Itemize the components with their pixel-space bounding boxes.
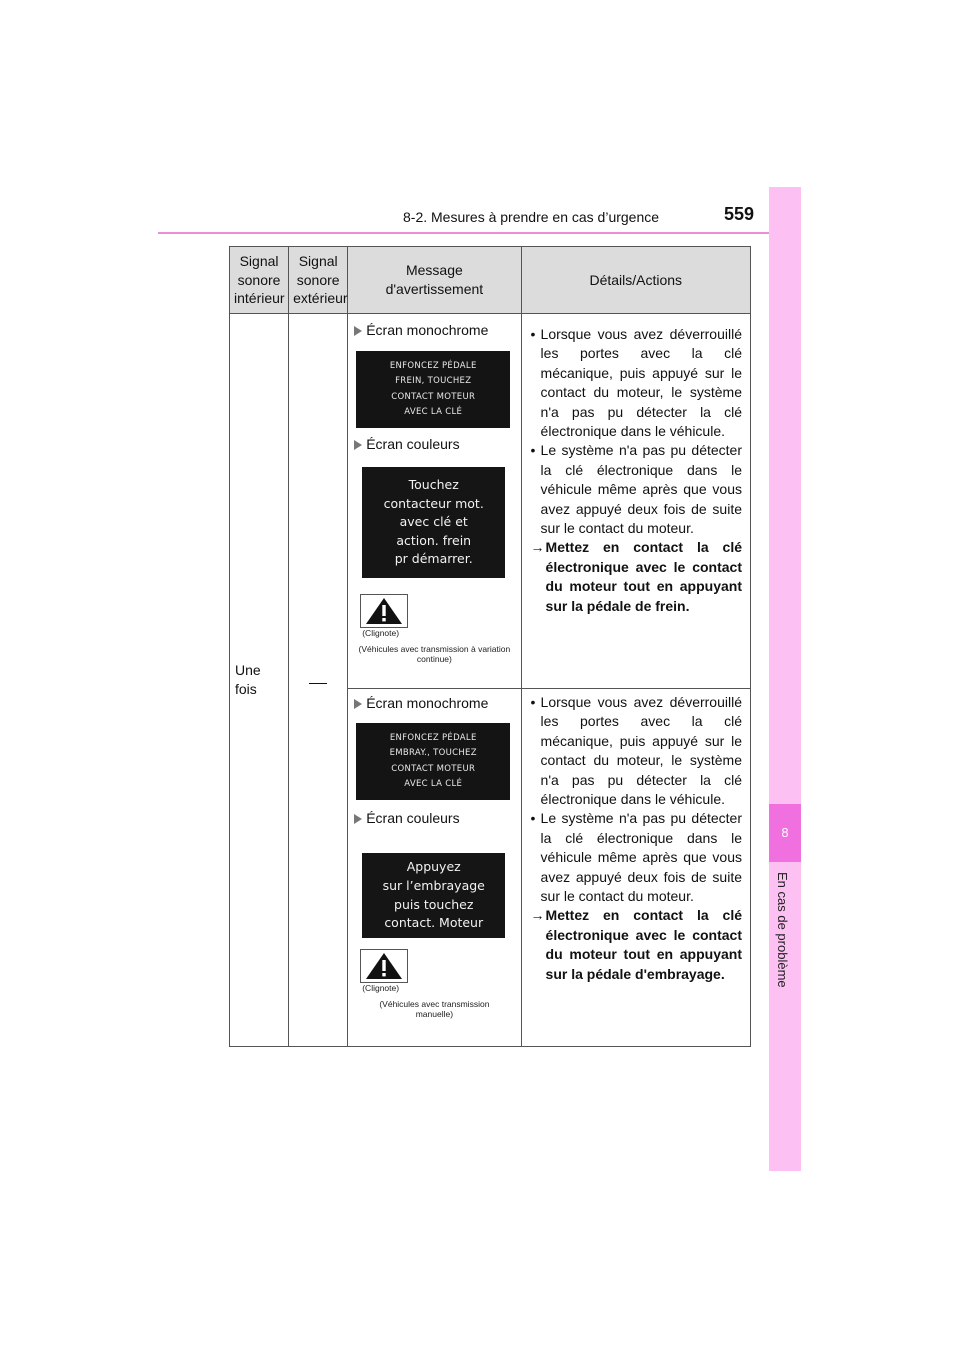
dash-mark	[309, 683, 327, 684]
blink-note: (Clignote)	[362, 983, 400, 993]
mono-display: ENFONCEZ PÉDALE EMBRAY., TOUCHEZ CONTACT MOTEUR AVEC LA CLÉ	[356, 723, 510, 800]
exterior-signal-cell	[289, 314, 348, 1047]
section-title: 8-2. Mesures à prendre en cas d’urgence	[403, 209, 660, 225]
details-cell	[521, 689, 750, 1047]
transmission-note: (Véhicules avec transmission manuelle)	[379, 999, 490, 1019]
header-rule	[158, 232, 800, 234]
table-header-row	[230, 247, 751, 314]
triangle-bullet-icon	[354, 326, 362, 336]
warning-triangle-icon	[360, 949, 408, 983]
message-cell	[348, 314, 521, 689]
detail-bullet: • Lorsque vous avez déverrouillé les portes avec la clé mécanique, puis appuyé sur le contact du moteur, le système n'a pas pu détecter la clé électronique dans le véhicule.	[530, 694, 742, 808]
warning-table	[229, 246, 751, 1047]
detail-bullet: • Le système n'a pas pu détecter la clé électronique dans le véhicule même après que vous avez appuyé deux fois de suite sur le contact du moteur.	[530, 442, 742, 537]
message-cell	[348, 689, 521, 1047]
action-instruction: → Mettez en contact la clé électronique avec le contact du moteur tout en appuyant sur la pédale d'embrayage.	[530, 907, 742, 982]
page-number: 559	[724, 204, 755, 224]
header-exterior-signal: Signal sonore extérieur	[289, 247, 348, 314]
interior-signal-cell: Une fois	[230, 314, 289, 1047]
chapter-label: En cas de problème	[775, 872, 790, 988]
detail-bullet: • Lorsque vous avez déverrouillé les portes avec la clé mécanique, puis appuyé sur le contact du moteur, le système n'a pas pu détecter la clé électronique dans le véhicule.	[530, 326, 742, 440]
detail-bullet: • Le système n'a pas pu détecter la clé électronique dans le véhicule même après que vous avez appuyé deux fois de suite sur le contact du moteur.	[530, 810, 742, 905]
header-interior-signal: Signal sonore intérieur	[230, 247, 289, 314]
triangle-bullet-icon	[354, 440, 362, 450]
transmission-note: (Véhicules avec transmission à variation continue)	[358, 644, 511, 664]
action-instruction: → Mettez en contact la clé électronique avec le contact du moteur tout en appuyant sur la pédale de frein.	[530, 539, 742, 614]
header-warning-message: Message d'avertissement	[348, 247, 521, 314]
chapter-number: 8	[769, 804, 801, 862]
chapter-side-tab	[769, 187, 801, 1171]
mono-display: ENFONCEZ PÉDALE FREIN, TOUCHEZ CONTACT MOTEUR AVEC LA CLÉ	[356, 351, 510, 428]
blink-note: (Clignote)	[362, 628, 400, 638]
color-screen-label: Écran couleurs	[354, 810, 520, 826]
color-display: Appuyez sur l’embrayage puis touchez contact. Moteur	[362, 853, 505, 938]
header-details-actions: Détails/Actions	[521, 247, 750, 314]
mono-screen-label: Écran monochrome	[354, 695, 520, 711]
warning-triangle-icon	[360, 594, 408, 628]
color-display: Touchez contacteur mot. avec clé et action. frein pr démarrer.	[362, 467, 505, 578]
triangle-bullet-icon	[354, 699, 362, 709]
color-screen-label: Écran couleurs	[354, 436, 520, 452]
details-cell	[521, 314, 750, 689]
mono-screen-label: Écran monochrome	[354, 322, 520, 338]
triangle-bullet-icon	[354, 814, 362, 824]
table-row	[230, 314, 751, 689]
